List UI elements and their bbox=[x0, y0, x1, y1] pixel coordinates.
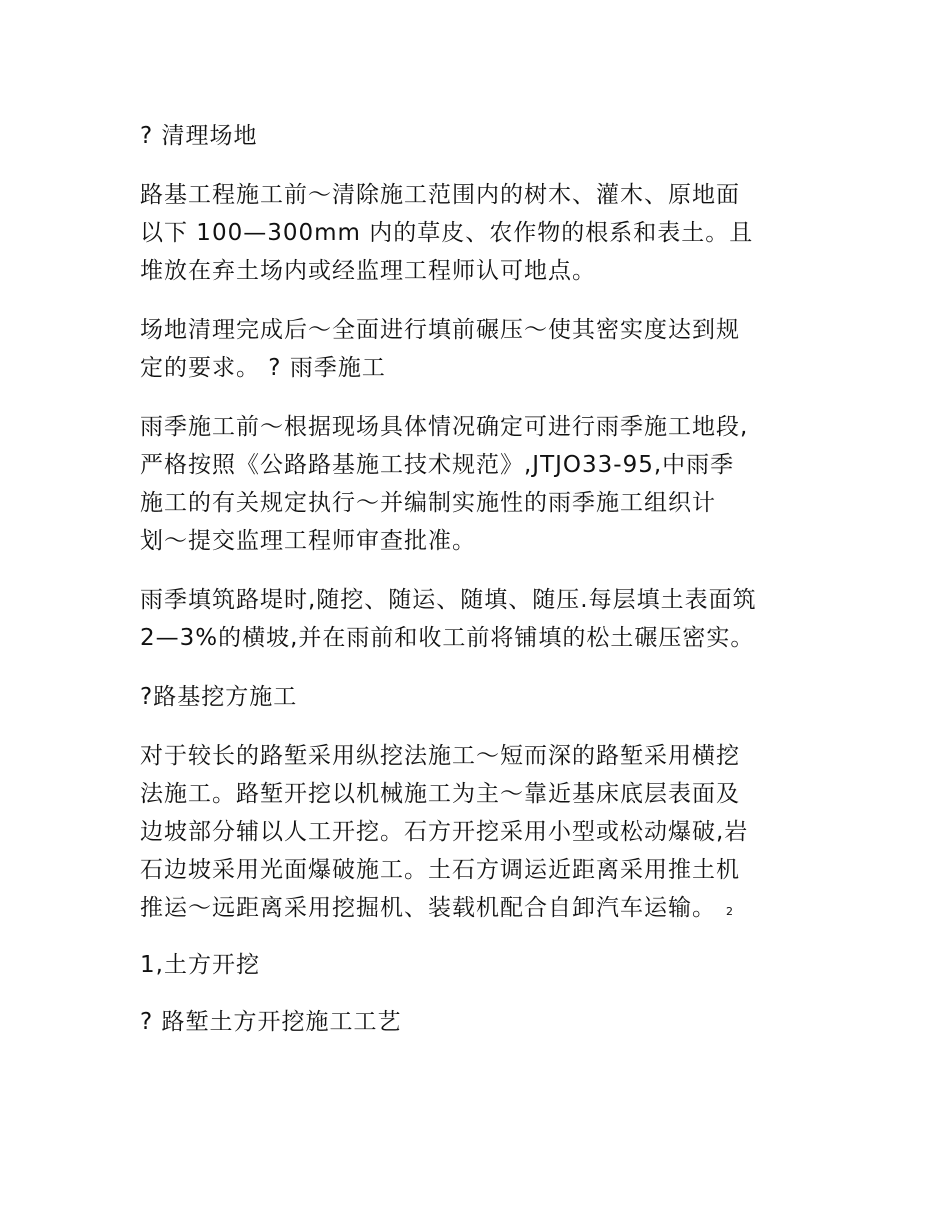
paragraph-line: 场地清理完成后～全面进行填前碾压～使其密实度达到规 bbox=[140, 317, 740, 343]
paragraph-line: 法施工。路堑开挖以机械施工为主～靠近基床底层表面及 bbox=[140, 781, 740, 807]
paragraph-line: 石边坡采用光面爆破施工。土石方调运近距离采用推土机 bbox=[140, 857, 740, 883]
paragraph-line-with-page-number bbox=[140, 893, 733, 927]
paragraph-line: 边坡部分辅以人工开挖。石方开挖采用小型或松动爆破,岩 bbox=[140, 819, 749, 845]
paragraph-line: 2—3%的横坡,并在雨前和收工前将铺填的松土碾压密实。 bbox=[140, 625, 755, 651]
page-number: 2 bbox=[726, 905, 733, 918]
paragraph-line-text: 推运～远距离采用挖掘机、装载机配合自卸汽车运输。 bbox=[140, 895, 716, 921]
paragraph-line: 严格按照《公路路基施工技术规范》,JTJO33-95,中雨季 bbox=[140, 452, 735, 478]
heading-site-clearing: ? 清理场地 bbox=[140, 123, 258, 149]
paragraph-line: 路基工程施工前～清除施工范围内的树木、灌木、原地面 bbox=[140, 182, 740, 208]
paragraph-line: 定的要求。 ? 雨季施工 bbox=[140, 355, 386, 381]
paragraph-line: 堆放在弃土场内或经监理工程师认可地点。 bbox=[140, 258, 596, 284]
heading-cutting-process: ? 路堑土方开挖施工工艺 bbox=[140, 1009, 402, 1035]
paragraph-line: 雨季施工前～根据现场具体情况确定可进行雨季施工地段, bbox=[140, 414, 749, 440]
paragraph-line: 以下 100—300mm 内的草皮、农作物的根系和表土。且 bbox=[140, 220, 754, 246]
paragraph-line: 施工的有关规定执行～并编制实施性的雨季施工组织计 bbox=[140, 490, 716, 516]
paragraph-line: 雨季填筑路堤时,随挖、随运、随填、随压.每层填土表面筑 bbox=[140, 587, 757, 613]
paragraph-line: 对于较长的路堑采用纵挖法施工～短而深的路堑采用横挖 bbox=[140, 743, 740, 769]
heading-earth-excavation: 1,土方开挖 bbox=[140, 952, 260, 978]
paragraph-line: 划～提交监理工程师审查批准。 bbox=[140, 528, 476, 554]
heading-excavation: ?路基挖方施工 bbox=[140, 684, 298, 710]
